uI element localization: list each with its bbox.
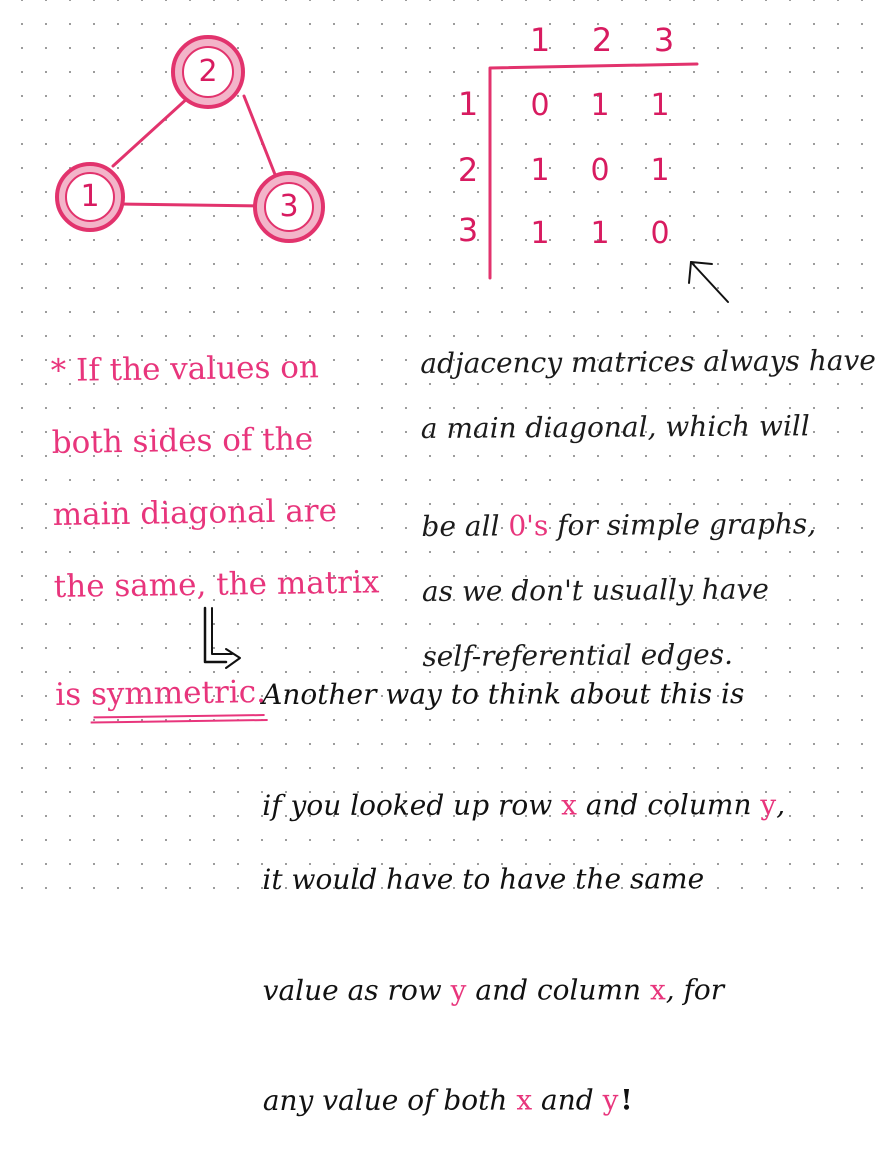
matrix-cell-3-2: 1 [590, 216, 610, 251]
node-label-3: 3 [279, 189, 299, 224]
symmetric-note-line-5-prefix: is [55, 675, 92, 713]
matrix-row-header-3: 3 [457, 211, 479, 249]
row-column-note-line-2 [262, 750, 842, 825]
row-column-note-line-1: Another way to think about this is [262, 677, 745, 711]
matrix-column-header-1: 1 [529, 21, 551, 59]
row-column-note [262, 639, 843, 1157]
matrix-column-header-2: 2 [591, 21, 613, 59]
diagonal-note-line-5: self-referential edges. [422, 637, 734, 673]
diagonal-note-line-1: adjacency matrices always have [420, 344, 876, 381]
diagonal-note-line-3 [421, 475, 880, 543]
matrix-cell-2-3: 1 [650, 153, 670, 188]
row-column-note-line-5-prefix: any value of both [262, 1083, 517, 1118]
diagonal-arrow-head-a [689, 262, 691, 283]
row-column-note-line-4-middle: and column [466, 972, 650, 1007]
row-column-note-line-3: it would have to have the same [262, 861, 705, 896]
matrix-cell-1-3: 1 [650, 88, 670, 123]
row-column-note-line-2-prefix: if you looked up row [262, 788, 562, 822]
matrix-cell-1-2: 1 [590, 88, 610, 123]
zeros-highlight: 0's [508, 508, 549, 543]
symmetric-note-line-4: the same, the matrix [53, 564, 380, 605]
node-label-2: 2 [198, 54, 218, 89]
diagonal-arrow-head-b [691, 262, 712, 264]
diagonal-note-line-2: a main diagonal, which will [420, 409, 810, 446]
final-variable-x: x [516, 1083, 533, 1117]
row-variable-x: x [561, 788, 577, 822]
arrow-annotation [689, 262, 728, 302]
edge-1-2 [113, 96, 190, 166]
symmetric-note-line-3: main diagonal are [52, 492, 338, 533]
matrix-column-header-3: 3 [653, 21, 675, 59]
edge-1-3 [121, 204, 262, 206]
matrix-row-header-1: 1 [457, 85, 479, 123]
matrix-cell-3-3: 0 [650, 216, 670, 251]
matrix-row-header-2: 2 [457, 151, 479, 189]
row-column-note-line-5 [263, 1045, 843, 1120]
edge-2-3 [244, 96, 276, 177]
final-variable-y: y [602, 1083, 619, 1117]
symmetric-keyword: symmetric. [90, 673, 267, 712]
diagonal-arrow-shaft [691, 262, 728, 302]
row-column-note-line-4 [263, 935, 843, 1010]
row-variable-y: y [450, 973, 467, 1007]
matrix-cell-3-1: 1 [530, 216, 550, 251]
diagonal-note-line-4: as we don't usually have [421, 572, 769, 608]
exclamation-mark: ! [620, 1083, 633, 1117]
column-variable-y: y [760, 787, 777, 821]
diagonal-note-line-3-prefix: be all [421, 509, 509, 543]
matrix-cell-2-1: 1 [530, 153, 550, 188]
row-column-note-line-4-suffix: , for [665, 972, 725, 1006]
matrix-cell-2-2: 0 [590, 153, 610, 188]
symmetric-note-line-1: * If the values on [50, 349, 320, 389]
row-column-note-line-5-middle: and [532, 1083, 603, 1117]
matrix-cell-1-1: 0 [530, 88, 550, 123]
column-variable-x: x [649, 972, 666, 1006]
symmetric-note-line-2: both sides of the [51, 421, 314, 461]
node-label-1: 1 [80, 179, 100, 214]
diagonal-note-line-3-suffix: for simple graphs, [548, 507, 817, 542]
row-column-note-line-4-prefix: value as row [262, 973, 451, 1007]
row-column-note-line-2-suffix: , [776, 787, 786, 821]
row-column-note-line-2-middle: and column [576, 787, 761, 822]
